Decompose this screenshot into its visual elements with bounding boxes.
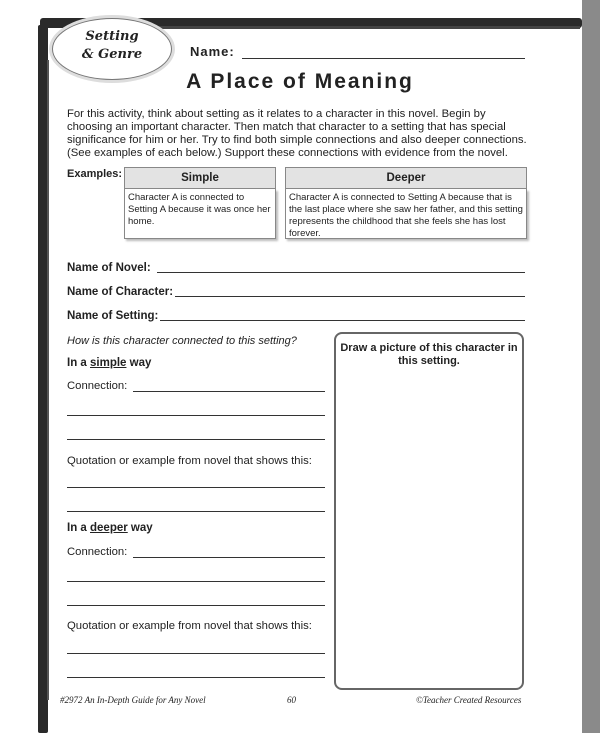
page-edge-right (582, 0, 600, 733)
connection-question: How is this character connected to this setting? (67, 335, 297, 347)
deeper-connection-line-2[interactable] (67, 581, 325, 582)
deeper-section-heading: In a deeper way (67, 522, 153, 534)
character-label: Name of Character: (67, 286, 174, 298)
simple-quotation-line-2[interactable] (67, 511, 325, 512)
deeper-connection-line-3[interactable] (67, 605, 325, 606)
simple-quotation-line-1[interactable] (67, 487, 325, 488)
deeper-example: Character A is connected to Setting A because that is the last place where she saw her father, and this setting represents the childhood that she feels she has lost forever. (285, 189, 527, 239)
simple-connection-label: Connection: (67, 380, 128, 392)
deeper-connection-line[interactable] (133, 557, 325, 558)
border-left-inner (47, 60, 49, 700)
drawing-instructions: Draw a picture of this character in this setting. (340, 342, 518, 367)
simple-quotation-label: Quotation or example from novel that shows this: (67, 455, 312, 467)
simple-connection-line[interactable] (133, 391, 325, 392)
simple-example: Character A is connected to Setting A because it was once her home. (124, 189, 276, 239)
simple-connection-line-2[interactable] (67, 415, 325, 416)
name-label: Name: (190, 44, 235, 59)
intro-paragraph: For this activity, think about setting as it relates to a character in this novel. Begin by choosing an important character. Then match that character to a setting that has special significance for him or her. Try to find both simple connections and also deeper connections. (See examples of each below.) Support these connections with evidence from the novel. (67, 108, 527, 159)
examples-label: Examples: (67, 168, 123, 180)
character-input-line[interactable] (175, 296, 525, 297)
simple-header: Simple (124, 167, 276, 189)
deeper-quotation-line-2[interactable] (67, 677, 325, 678)
border-top-inner (150, 26, 580, 29)
page-title: A Place of Meaning (186, 70, 414, 93)
setting-input-line[interactable] (160, 320, 525, 321)
deeper-connection-label: Connection: (67, 546, 128, 558)
novel-label: Name of Novel: (67, 262, 151, 274)
novel-input-line[interactable] (157, 272, 525, 273)
footer-publisher: ©Teacher Created Resources (416, 695, 522, 705)
badge-line1: Setting (85, 29, 139, 44)
deeper-quotation-label: Quotation or example from novel that shows this: (67, 620, 312, 632)
footer-title: #2972 An In-Depth Guide for Any Novel (60, 695, 206, 705)
deeper-quotation-line-1[interactable] (67, 653, 325, 654)
deeper-header: Deeper (285, 167, 527, 189)
badge-line2: & Genre (81, 47, 143, 62)
drawing-area[interactable] (334, 332, 524, 690)
setting-label: Name of Setting: (67, 310, 159, 322)
simple-section-heading: In a simple way (67, 357, 152, 369)
simple-connection-line-3[interactable] (67, 439, 325, 440)
name-input-line[interactable] (242, 58, 525, 59)
page-number: 60 (287, 695, 296, 705)
